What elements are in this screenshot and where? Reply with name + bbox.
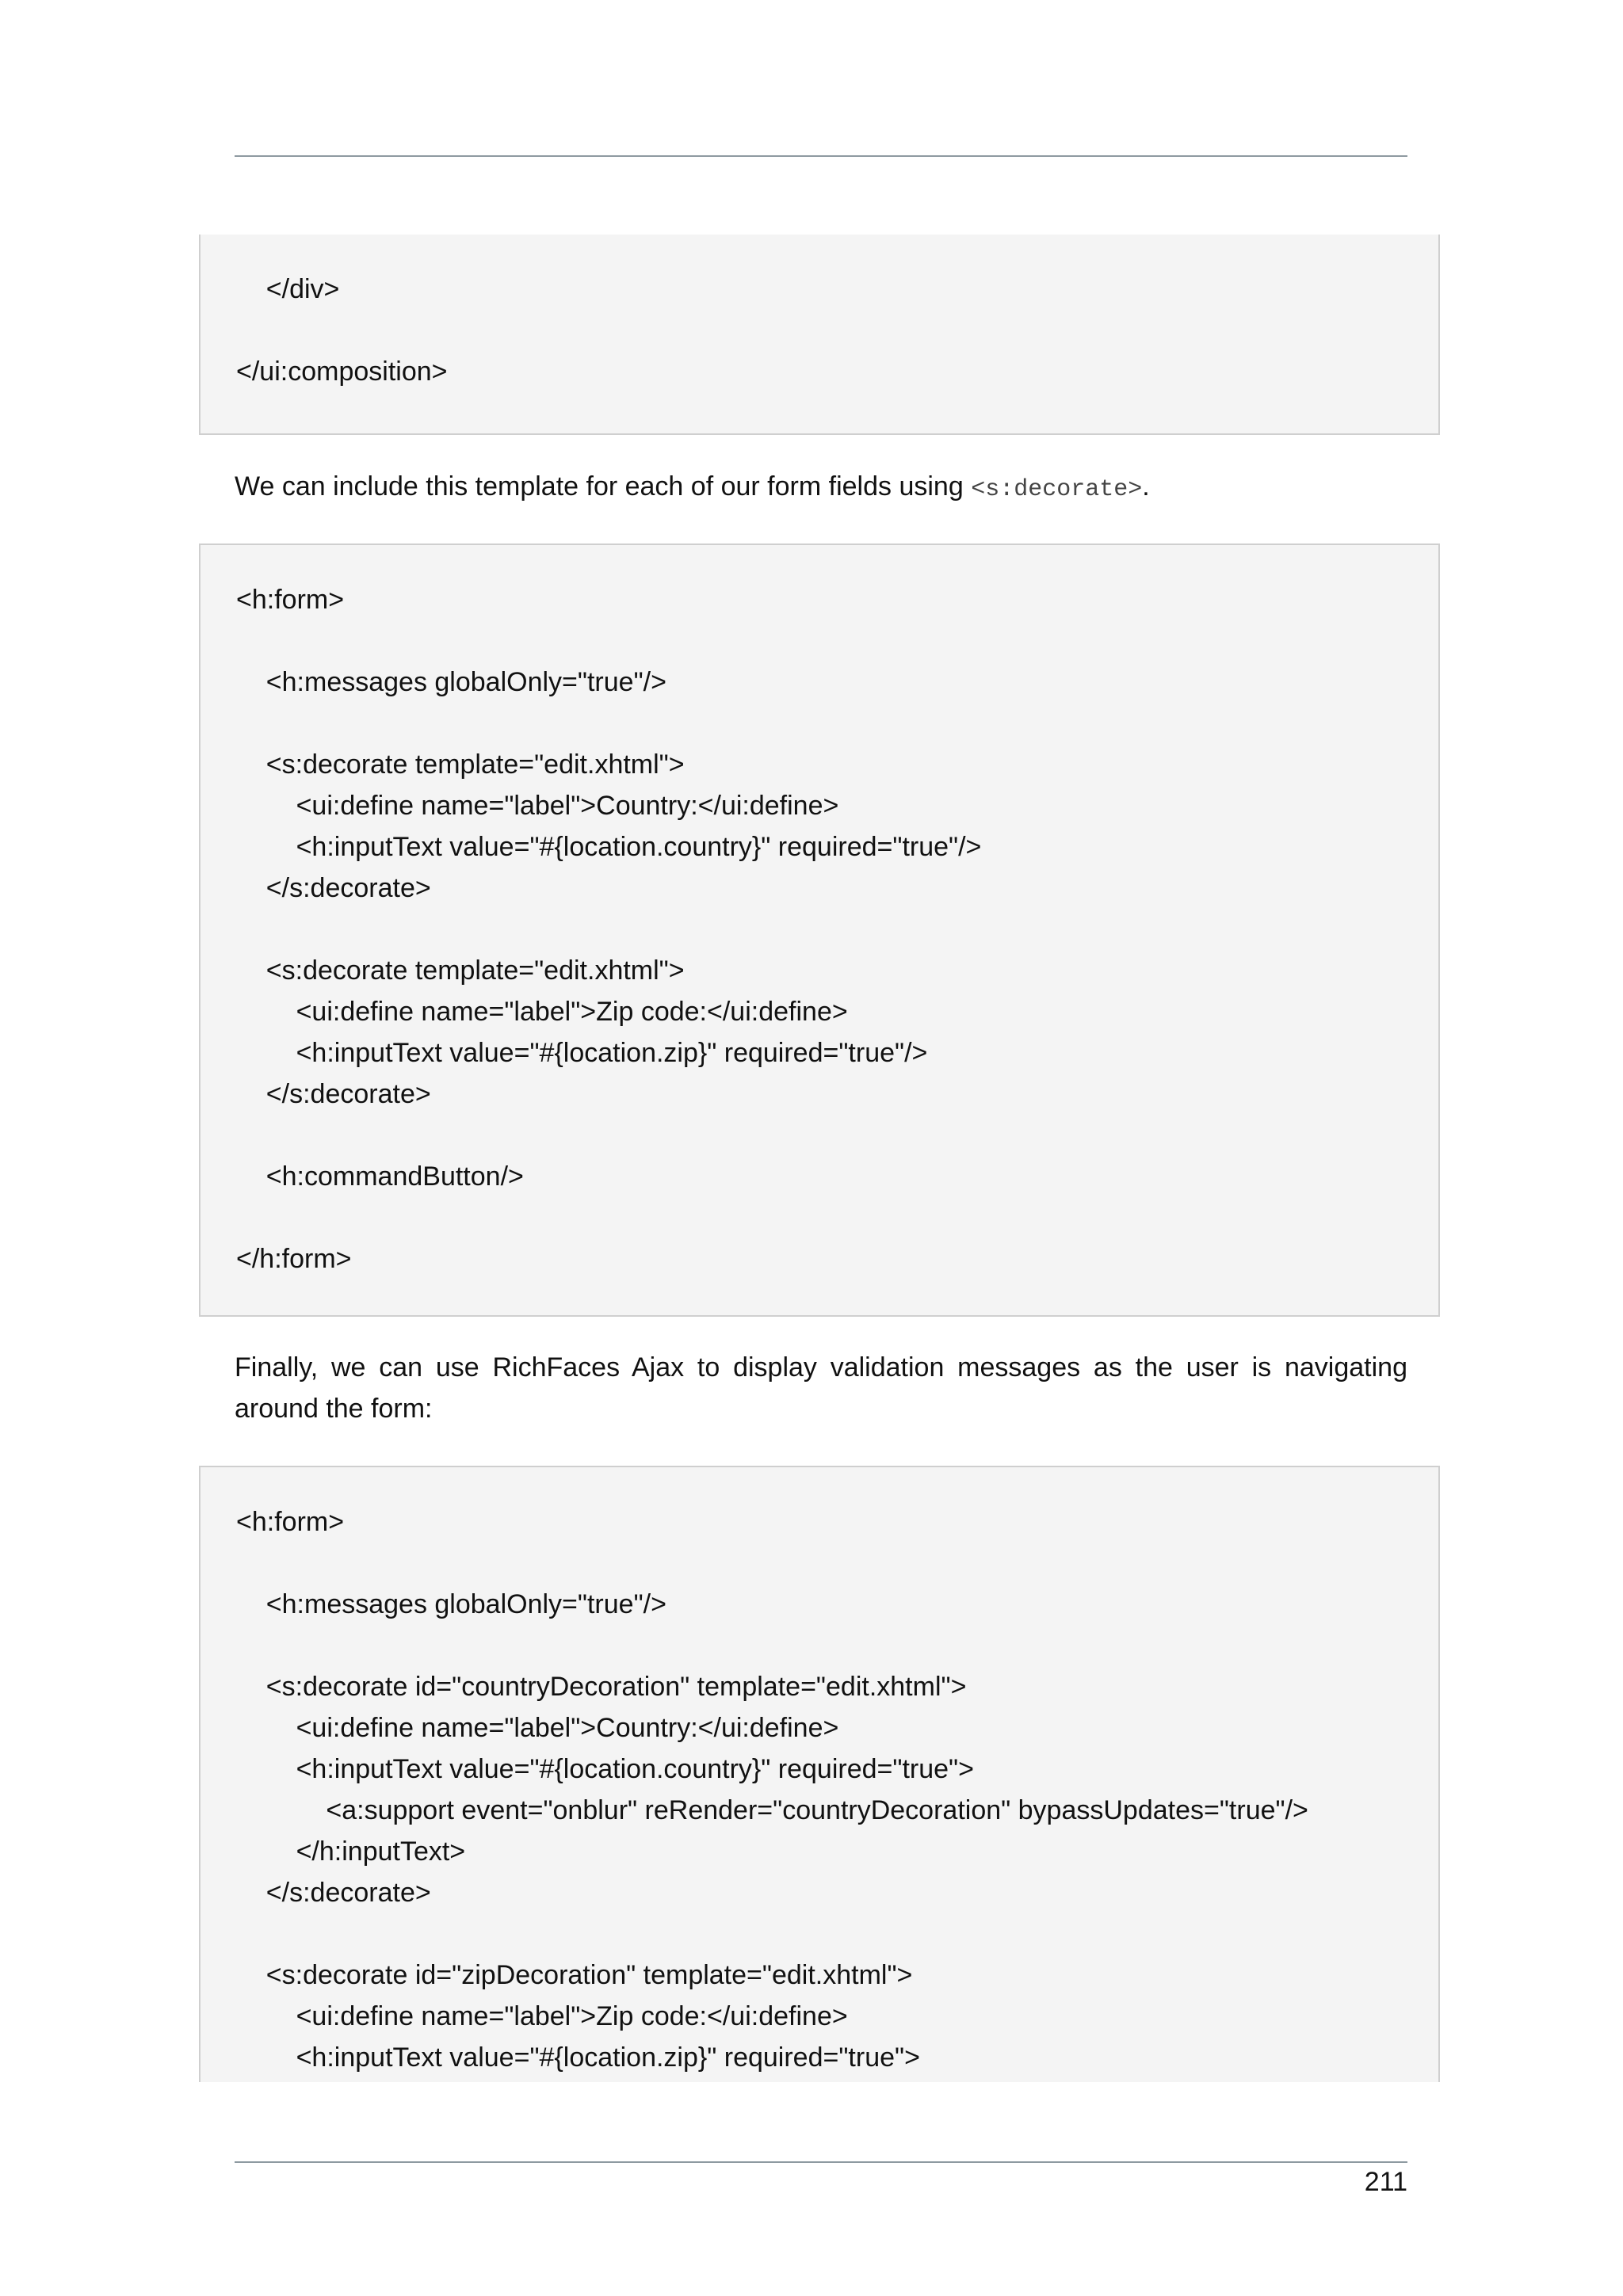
paragraph-text: We can include this template for each of our form fields using [235, 471, 972, 502]
paragraph [235, 1347, 1407, 1429]
paragraph [235, 466, 1407, 510]
code-line: <h:form> [236, 1507, 345, 1537]
paragraph-text: Finally, we can use RichFaces Ajax to display validation messages as the user is navigating around the form: [235, 1352, 1407, 1424]
code-line: <ui:define name="label">Country:</ui:define> [236, 1713, 839, 1743]
code-line: </s:decorate> [236, 1878, 431, 1908]
code-line: </h:inputText> [236, 1836, 466, 1867]
code-block [199, 235, 1440, 435]
code-line: <s:decorate id="zipDecoration" template="edit.xhtml"> [236, 1960, 913, 1990]
code-line: <h:inputText value="#{location.country}" required="true"/> [236, 832, 982, 862]
code-line: </s:decorate> [236, 1079, 431, 1109]
code-line: <s:decorate template="edit.xhtml"> [236, 749, 685, 780]
code-line: <a:support event="onblur" reRender="countryDecoration" bypassUpdates="true"/> [236, 1795, 1308, 1825]
code-line: </s:decorate> [236, 873, 431, 903]
code-block [199, 1466, 1440, 2082]
code-line: <h:inputText value="#{location.zip}" required="true"/> [236, 1038, 928, 1068]
code-line: <h:commandButton/> [236, 1161, 524, 1192]
footer-rule [235, 2161, 1407, 2163]
code-line: <h:form> [236, 585, 345, 615]
paragraph-text-end: . [1142, 471, 1150, 502]
code-line: </ui:composition> [236, 357, 448, 387]
code-line: <h:inputText value="#{location.country}" required="true"> [236, 1754, 974, 1784]
code-line: <s:decorate template="edit.xhtml"> [236, 955, 685, 986]
code-block [199, 543, 1440, 1317]
inline-code: <s:decorate> [971, 476, 1143, 503]
page-number: 211 [1364, 2167, 1407, 2197]
code-line: <h:inputText value="#{location.zip}" required="true"> [236, 2042, 920, 2073]
code-line: <h:messages globalOnly="true"/> [236, 1589, 666, 1619]
code-line: <ui:define name="label">Zip code:</ui:define> [236, 2001, 848, 2031]
code-line: <ui:define name="label">Country:</ui:define> [236, 791, 839, 821]
code-line: </div> [236, 274, 340, 304]
code-line: <ui:define name="label">Zip code:</ui:define> [236, 997, 848, 1027]
code-line: </h:form> [236, 1244, 352, 1274]
code-line: <h:messages globalOnly="true"/> [236, 667, 666, 697]
header-rule [235, 155, 1407, 157]
code-line: <s:decorate id="countryDecoration" template="edit.xhtml"> [236, 1672, 967, 1702]
